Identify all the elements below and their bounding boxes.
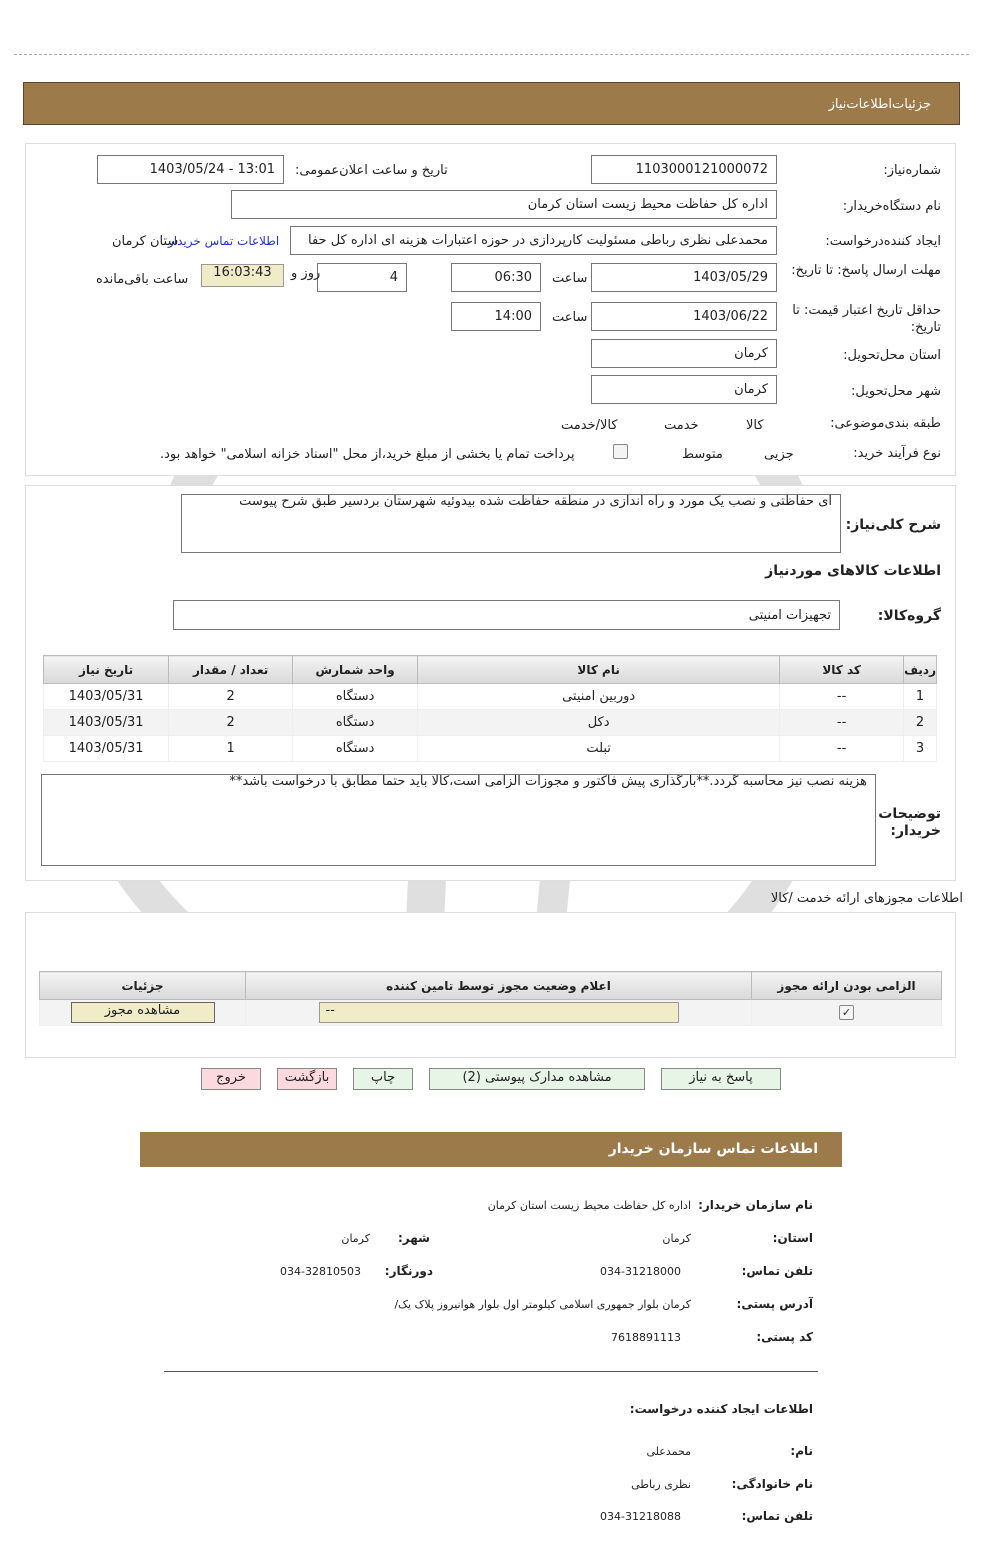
contact-province: کرمان	[662, 1232, 691, 1245]
permits-title: اطلاعات مجوزهای ارائه خدمت /کالا	[770, 891, 963, 906]
page-title: جزئیات‌اطلاعات‌نیاز	[828, 97, 931, 112]
validity-time-field: 14:00	[451, 302, 541, 331]
contact-postal-label: کد پستی:	[756, 1330, 813, 1344]
col-status: اعلام وضعیت مجوز توسط تامین کننده	[246, 972, 752, 1000]
goods-group-field: تجهیزات امنیتی	[173, 600, 840, 630]
category-goods-label: کالا	[746, 418, 764, 433]
process-minor-label: جزیی	[764, 447, 794, 462]
creator-title: اطلاعات ایجاد کننده درخواست:	[629, 1402, 813, 1416]
table-row: 1 -- دوربین امنیتی دستگاه 2 1403/05/31	[44, 684, 937, 710]
creator-name: محمدعلی	[646, 1445, 691, 1458]
validity-date-field: 1403/06/22	[591, 302, 777, 331]
creator-name-label: نام:	[790, 1444, 813, 1458]
col-qty: تعداد / مقدار	[169, 656, 293, 684]
deadline-time-field: 06:30	[451, 263, 541, 292]
payment-checkbox[interactable]	[613, 444, 628, 459]
category-both-label: کالا/خدمت	[561, 418, 618, 433]
announce-field: 1403/05/24 - 13:01	[97, 155, 284, 184]
mandatory-checkbox[interactable]: ✓	[839, 1005, 854, 1020]
deadline-label: مهلت ارسال پاسخ: تا تاریخ:	[791, 263, 941, 278]
deadline-time-label: ساعت	[552, 271, 588, 286]
buyer-contact-link[interactable]: اطلاعات تماس خریدار	[168, 234, 280, 248]
contact-title: اطلاعات تماس سازمان خریدار	[608, 1141, 818, 1157]
validity-label: حداقل تاریخ اعتبار قیمت: تا تاریخ:	[792, 303, 941, 335]
requester-field	[290, 226, 777, 255]
creator-phone-label: تلفن تماس:	[741, 1509, 813, 1523]
table-row: 2 -- دکل دستگاه 2 1403/05/31	[44, 710, 937, 736]
print-button[interactable]: چاپ	[353, 1068, 413, 1090]
contact-city: کرمان	[341, 1232, 370, 1245]
validity-time-label: ساعت	[552, 310, 588, 325]
permit-status-field: --	[319, 1002, 679, 1023]
buyer-org-field: اداره کل حفاظت محیط زیست استان کرمان	[231, 190, 777, 219]
process-label: نوع فرآیند خرید:	[853, 446, 941, 461]
buyer-notes-text: هزینه نصب نیز محاسبه گردد.**بارگذاری پیش فاکتور و مجوزات الزامی است،کالا باید حتما مطابق با درخواست باشد**	[41, 774, 876, 866]
days-label: روز و	[291, 266, 321, 281]
contact-phone: 034-31218000	[600, 1265, 681, 1278]
announce-label: تاریخ و ساعت اعلان‌عمومی:	[295, 163, 448, 178]
process-medium-label: متوسط	[682, 447, 723, 462]
top-divider	[14, 54, 969, 55]
requester-label: ایجاد کننده‌درخواست:	[825, 234, 941, 249]
summary-text: ای حفاظتی و نصب یک مورد و راه اندازی در منطقه حفاظت شده بیدوئیه شهرستان بردسیر طبق شرح پیوست	[181, 494, 841, 553]
remaining-time: 16:03:43	[201, 264, 284, 287]
goods-table	[43, 655, 937, 762]
col-details: جزئیات	[40, 972, 246, 1000]
days-field: 4	[317, 263, 407, 292]
category-service-label: خدمت	[664, 418, 699, 433]
contact-org: اداره کل حفاظت محیط زیست استان کرمان	[487, 1199, 691, 1212]
contact-fax-label: دورنگار:	[384, 1264, 433, 1278]
need-number-field: 1103000121000072	[591, 155, 777, 184]
city-field: کرمان	[591, 375, 777, 404]
contact-address: کرمان بلوار جمهوری اسلامی کیلومتر اول بلوار هوانیروز پلاک یک/	[394, 1298, 691, 1311]
goods-group-label: گروه‌کالا:	[877, 608, 941, 624]
summary-label: شرح کلی‌نیاز:	[845, 517, 941, 533]
contact-address-label: آدرس پستی:	[736, 1297, 813, 1311]
contact-province-label: استان:	[772, 1231, 813, 1245]
permits-table	[39, 971, 942, 1026]
city-label: شهر محل‌تحویل:	[851, 384, 941, 399]
contact-phone-label: تلفن تماس:	[741, 1264, 813, 1278]
goods-title: اطلاعات کالاهای مورد‌نیاز	[765, 563, 941, 579]
creator-phone: 034-31218088	[600, 1510, 681, 1523]
contact-header	[140, 1132, 842, 1167]
contact-org-label: نام سازمان خریدار:	[698, 1198, 813, 1212]
view-permit-button[interactable]: مشاهده مجوز	[71, 1002, 215, 1023]
creator-family-label: نام خانوادگی:	[731, 1477, 813, 1491]
table-row	[40, 1000, 942, 1026]
buyer-notes-label: توضیحات خریدار:	[878, 806, 941, 839]
reply-button[interactable]: پاسخ به نیاز	[661, 1068, 781, 1090]
exit-button[interactable]: خروج	[201, 1068, 261, 1090]
buyer-org-label: نام دستگاه‌خریدار:	[842, 199, 941, 214]
contact-city-label: شهر:	[398, 1231, 430, 1245]
attachments-button[interactable]: مشاهده مدارک پیوستی (2)	[429, 1068, 645, 1090]
contact-postal: 7618891113	[611, 1331, 681, 1344]
need-number-label: شماره‌نیاز:	[883, 163, 941, 178]
col-unit: واحد شمارش	[293, 656, 418, 684]
contact-fax: 034-32810503	[280, 1265, 361, 1278]
creator-family: نظری رباطی	[631, 1478, 691, 1491]
remaining-label: ساعت باقی‌مانده	[96, 272, 189, 287]
col-row: ردیف	[904, 656, 937, 684]
deadline-date-field: 1403/05/29	[591, 263, 777, 292]
col-code: کد کالا	[780, 656, 904, 684]
category-label: طبقه بندی‌موضوعی:	[830, 416, 941, 431]
back-button[interactable]: بازگشت	[277, 1068, 337, 1090]
requester-tail: ستان کرمان	[112, 234, 179, 249]
table-row: 3 -- تبلت دستگاه 1 1403/05/31	[44, 736, 937, 762]
col-name: نام کالا	[418, 656, 780, 684]
contact-divider	[164, 1371, 818, 1372]
col-mandatory: الزامی بودن ارائه مجوز	[752, 972, 942, 1000]
header-bar	[23, 82, 960, 125]
requester-text: محمدعلی نظری رباطی مسئولیت کارپردازی در حوزه اعتبارات هزینه ای اداره کل حفا	[307, 233, 768, 248]
province-label: استان محل‌تحویل:	[843, 348, 941, 363]
payment-note: پرداخت تمام یا بخشی از مبلغ خرید،از محل "اسناد خزانه اسلامی" خواهد بود.	[160, 447, 575, 462]
province-field: کرمان	[591, 339, 777, 368]
col-date: تاریخ نیاز	[44, 656, 169, 684]
